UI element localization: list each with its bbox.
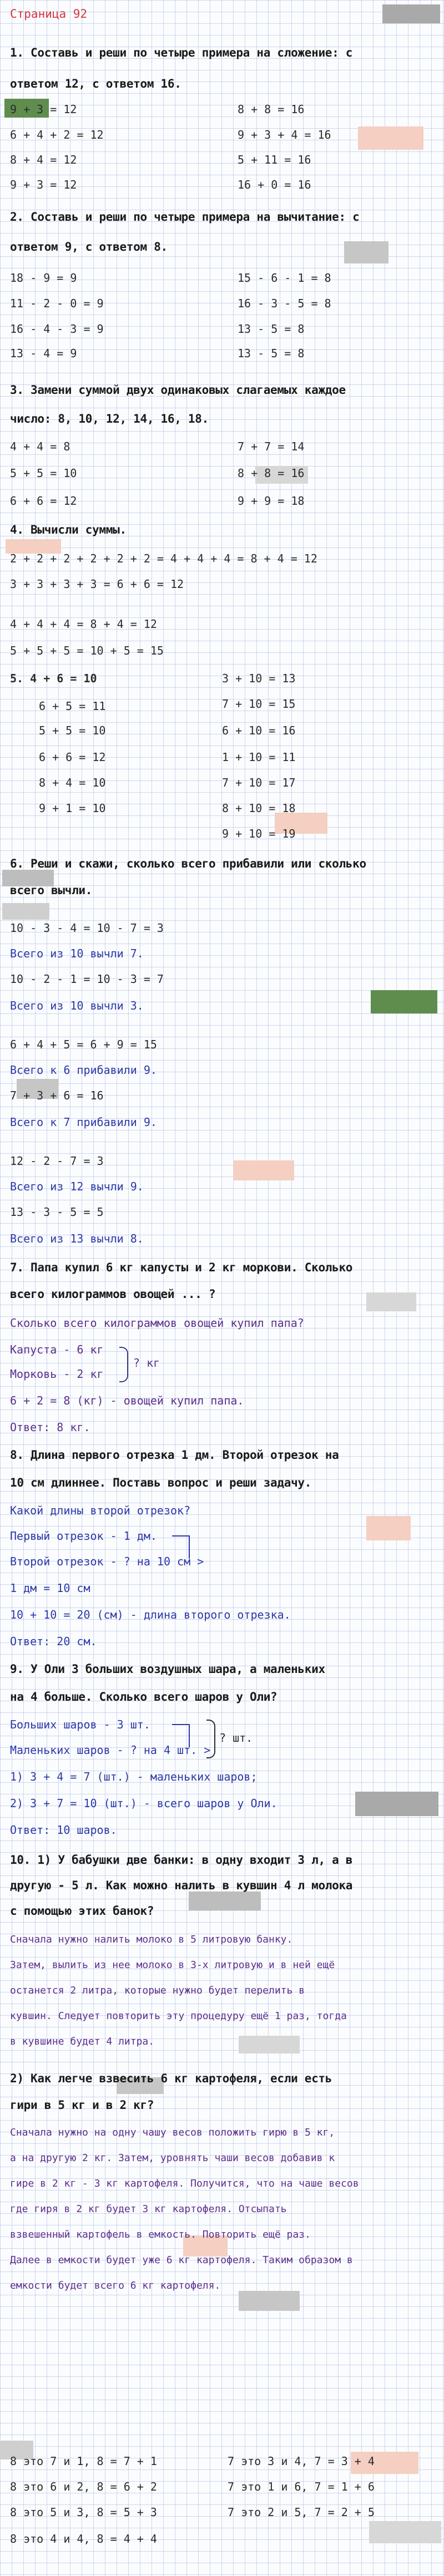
gray-patch <box>355 1792 438 1816</box>
green-patch <box>371 990 437 1013</box>
equation: 8 + 10 = 18 <box>222 802 296 815</box>
brace-icon <box>206 1720 215 1758</box>
equation: 8 это 6 и 2, 8 = 6 + 2 <box>10 2480 157 2493</box>
equation: 9 + 1 = 10 <box>39 802 106 815</box>
equation: 6 + 4 + 5 = 6 + 9 = 15 <box>10 1038 157 1051</box>
equation: 8 + 8 = 16 <box>238 103 305 116</box>
equation: 15 - 6 - 1 = 8 <box>238 271 331 285</box>
answer-text: Сначала нужно на одну чашу весов положить гирю в 5 кг, <box>10 2127 335 2138</box>
task10-heading: 2) Как легче взвесить 6 кг картофеля, если есть <box>10 2072 332 2085</box>
gray-patch <box>2 903 49 920</box>
equation: 13 - 3 - 5 = 5 <box>10 1205 104 1219</box>
equation: 5. 4 + 6 = 10 <box>10 672 97 685</box>
task10-heading: с помощью этих банок? <box>10 1904 154 1918</box>
task6-heading: 6. Реши и скажи, сколько всего прибавили или сколько <box>10 857 366 870</box>
equation: 16 - 4 - 3 = 9 <box>10 322 104 336</box>
equation: 7 это 1 и 6, 7 = 1 + 6 <box>228 2480 375 2493</box>
solution-text: 2) 3 + 7 = 10 (шт.) - всего шаров у Оли. <box>10 1797 278 1810</box>
condition-text: Первый отрезок - 1 дм. <box>10 1529 157 1543</box>
equation: 7 это 2 и 5, 7 = 2 + 5 <box>228 2506 375 2519</box>
equation: 7 это 3 и 4, 7 = 3 + 4 <box>228 2455 375 2468</box>
equation: 8 + 4 = 12 <box>10 153 77 166</box>
gray-patch <box>344 241 389 263</box>
answer-text: в кувшине будет 4 литра. <box>10 2036 155 2047</box>
equation: 3 + 10 = 13 <box>222 672 296 685</box>
equation: 8 + 4 = 10 <box>39 776 106 789</box>
equation: 8 это 5 и 3, 8 = 5 + 3 <box>10 2506 157 2519</box>
answer-text: Ответ: 10 шаров. <box>10 1823 117 1837</box>
answer-text: Всего из 12 вычли 9. <box>10 1180 144 1193</box>
equation: 6 + 6 = 12 <box>10 494 77 508</box>
answer-text: Всего из 13 вычли 8. <box>10 1232 144 1245</box>
equation: 7 + 10 = 17 <box>222 776 296 789</box>
solution-text: 10 + 10 = 20 (см) - длина второго отрезка. <box>10 1608 291 1621</box>
equation: 9 + 3 = 12 <box>10 178 77 191</box>
equation: 5 + 5 = 10 <box>39 724 106 737</box>
arrow-icon <box>172 1535 190 1559</box>
task2-heading: 2. Составь и реши по четыре примера на вычитание: с <box>10 210 360 224</box>
solution-text: 1) 3 + 4 = 7 (шт.) - маленьких шаров; <box>10 1770 258 1783</box>
peach-patch <box>358 126 423 150</box>
equation: 9 + 3 + 4 = 16 <box>238 128 331 141</box>
arrow-icon <box>172 1724 190 1747</box>
answer-text: Ответ: 8 кг. <box>10 1421 90 1434</box>
equation: 7 + 3 + 6 = 16 <box>10 1089 104 1102</box>
equation: 1 + 10 = 11 <box>222 751 296 764</box>
answer-text: Далее в емкости будет уже 6 кг картофеля. Таким образом в <box>10 2254 353 2266</box>
gray-patch <box>189 1892 261 1910</box>
condition-text: Капуста - 6 кг <box>10 1343 104 1356</box>
answer-text: взвешенный картофель в емкость. Повторить ещё раз. <box>10 2229 311 2240</box>
equation: 6 + 6 = 12 <box>39 751 106 764</box>
equation: 12 - 2 - 7 = 3 <box>10 1154 104 1168</box>
task7-heading: всего килограммов овощей ... ? <box>10 1287 216 1301</box>
equation: 10 - 3 - 4 = 10 - 7 = 3 <box>10 921 164 935</box>
condition-text: Маленьких шаров - ? на 4 шт. > <box>10 1743 211 1757</box>
equation: 9 + 10 = 19 <box>222 827 296 840</box>
gray-patch <box>369 2521 441 2543</box>
task10-heading: гири в 5 кг и в 2 кг? <box>10 2098 154 2112</box>
task1-heading: 1. Составь и реши по четыре примера на сложение: с <box>10 46 353 59</box>
equation: 2 + 2 + 2 + 2 + 2 + 2 = 4 + 4 + 4 = 8 + 4 = 12 <box>10 552 317 565</box>
condition-text: Морковь - 2 кг <box>10 1367 104 1381</box>
task9-heading: на 4 больше. Сколько всего шаров у Оли? <box>10 1690 278 1703</box>
task3-heading: число: 8, 10, 12, 14, 16, 18. <box>10 412 209 425</box>
equation: 5 + 5 = 10 <box>10 466 77 480</box>
task7-heading: 7. Папа купил 6 кг капусты и 2 кг моркови. Сколько <box>10 1261 353 1274</box>
gray-patch <box>382 4 440 23</box>
equation: 13 - 4 = 9 <box>10 347 77 360</box>
equation: 18 - 9 = 9 <box>10 271 77 285</box>
answer-text: Всего из 10 вычли 3. <box>10 999 144 1012</box>
equation: 8 это 4 и 4, 8 = 4 + 4 <box>10 2532 157 2545</box>
peach-patch <box>233 1160 294 1180</box>
equation: 13 - 5 = 8 <box>238 347 305 360</box>
answer-text: где гиря в 2 кг будет 3 кг картофеля. Отсыпать <box>10 2203 287 2215</box>
answer-text: Всего из 10 вычли 7. <box>10 947 144 960</box>
equation: 9 + 9 = 18 <box>238 494 305 508</box>
task2-heading: ответом 9, с ответом 8. <box>10 240 168 253</box>
equation: 13 - 5 = 8 <box>238 322 305 336</box>
equation: 6 + 5 = 11 <box>39 699 106 713</box>
equation: 6 + 10 = 16 <box>222 724 296 737</box>
task8-heading: 10 см длиннее. Поставь вопрос и реши задачу. <box>10 1476 312 1489</box>
gray-patch <box>366 1292 416 1311</box>
task4-heading: 4. Вычисли суммы. <box>10 523 127 536</box>
answer-text: гире в 2 кг - 3 кг картофеля. Получится, что на чаше весов <box>10 2178 359 2189</box>
brace-label: ? шт. <box>219 1731 253 1745</box>
equation: 16 - 3 - 5 = 8 <box>238 297 331 310</box>
answer-text: Всего к 6 прибавили 9. <box>10 1063 157 1077</box>
equation: 6 + 4 + 2 = 12 <box>10 128 104 141</box>
equation: 8 + 8 = 16 <box>238 466 305 480</box>
equation: 11 - 2 - 0 = 9 <box>10 297 104 310</box>
condition-text: Второй отрезок - ? на 10 см > <box>10 1555 204 1568</box>
task8-heading: 8. Длина первого отрезка 1 дм. Второй отрезок на <box>10 1448 339 1462</box>
page-title: Страница 92 <box>10 7 88 21</box>
equation: 7 + 7 = 14 <box>238 440 305 453</box>
brace-label: ? кг <box>133 1356 160 1370</box>
answer-text: Всего к 7 прибавили 9. <box>10 1115 157 1129</box>
equation: 5 + 5 + 5 = 10 + 5 = 15 <box>10 644 164 657</box>
equation: 1 дм = 10 см <box>10 1581 90 1595</box>
gray-patch <box>239 2036 300 2053</box>
answer-text: а на другую 2 кг. Затем, уровнять чаши весов добавив к <box>10 2152 335 2164</box>
answer-text: Затем, вылить из нее молоко в 3-х литровую и в ней ещё <box>10 1959 335 1971</box>
task6-heading: всего вычли. <box>10 884 93 897</box>
task1-heading: ответом 12, с ответом 16. <box>10 77 181 90</box>
task3-heading: 3. Замени суммой двух одинаковых слагаемых каждое <box>10 383 346 397</box>
equation: 16 + 0 = 16 <box>238 178 311 191</box>
equation: 7 + 10 = 15 <box>222 697 296 711</box>
task10-heading: другую - 5 л. Как можно налить в кувшин 4 л молока <box>10 1879 353 1892</box>
solution-text: 6 + 2 = 8 (кг) - овощей купил папа. <box>10 1394 244 1407</box>
answer-text: Ответ: 20 см. <box>10 1635 97 1648</box>
answer-text: емкости будет всего 6 кг картофеля. <box>10 2280 221 2291</box>
equation: 4 + 4 + 4 = 8 + 4 = 12 <box>10 617 157 631</box>
equation: 9 + 3 = 12 <box>10 103 77 116</box>
gray-patch <box>239 2291 300 2311</box>
brace-icon <box>119 1347 128 1382</box>
task10-heading: 10. 1) У бабушки две банки: в одну входит 3 л, а в <box>10 1853 353 1867</box>
equation: 5 + 11 = 16 <box>238 153 311 166</box>
question-text: Сколько всего килограммов овощей купил папа? <box>10 1316 304 1330</box>
answer-text: Сначала нужно налить молоко в 5 литровую банку. <box>10 1934 293 1945</box>
condition-text: Больших шаров - 3 шт. <box>10 1718 150 1731</box>
task9-heading: 9. У Оли 3 больших воздушных шара, а маленьких <box>10 1662 325 1676</box>
answer-text: кувшин. Следует повторить эту процедуру ещё 1 раз, тогда <box>10 2010 347 2022</box>
equation: 3 + 3 + 3 + 3 = 6 + 6 = 12 <box>10 577 184 591</box>
equation: 4 + 4 = 8 <box>10 440 70 453</box>
answer-text: останется 2 литра, которые нужно будет перелить в <box>10 1985 305 1996</box>
equation: 8 это 7 и 1, 8 = 7 + 1 <box>10 2455 157 2468</box>
question-text: Какой длины второй отрезок? <box>10 1504 191 1517</box>
equation: 10 - 2 - 1 = 10 - 3 = 7 <box>10 972 164 986</box>
peach-patch <box>366 1516 411 1540</box>
